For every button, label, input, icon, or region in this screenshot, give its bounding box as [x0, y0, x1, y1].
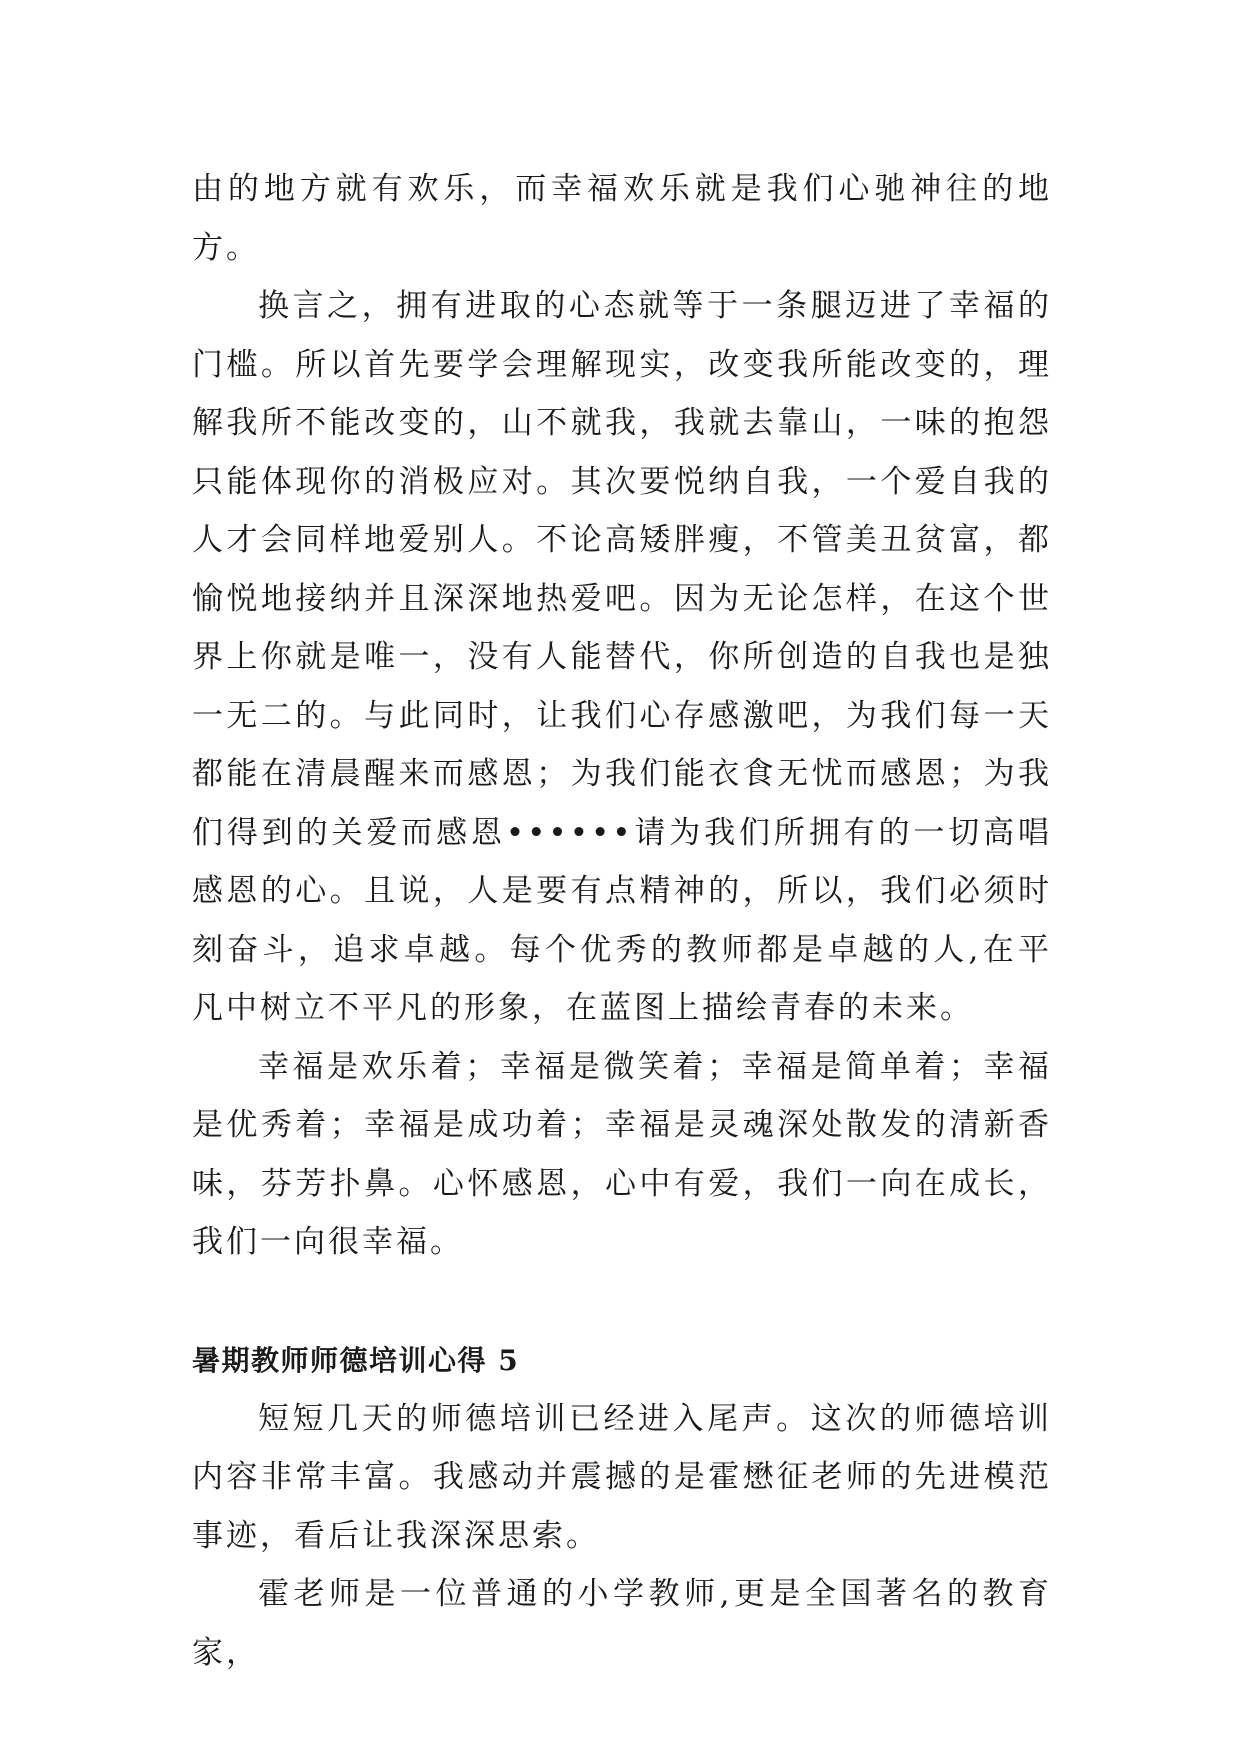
document-body — [192, 160, 1052, 1682]
paragraph-5: 霍老师是一位普通的小学教师,更是全国著名的教育家， — [192, 1576, 1052, 1671]
paragraph-2: 换言之，拥有进取的心态就等于一条腿迈进了幸福的门槛。所以首先要学会理解现实，改变我所能改变的，理解我所不能改变的，山不就我，我就去靠山，一味的抱怨只能体现你的消极应对。其次要悦纳自我，一个爱自我的人才会同样地爱别人。不论高矮胖瘦，不管美丑贫富，都愉悦地接纳并且深深地热爱吧。因为无论怎样，在这个世界上你就是唯一，没有人能替代，你所创造的自我也是独一无二的。与此同时，让我们心存感激吧，为我们每一天都能在清晨醒来而感恩；为我们能衣食无忧而感恩；为我们得到的关爱而感恩••••••请为我们所拥有的一切高唱感恩的心。且说，人是要有点精神的，所以，我们必须时刻奋斗，追求卓越。每个优秀的教师都是卓越的人,在平凡中树立不平凡的形象，在蓝图上描绘青春的未来。 — [192, 288, 1052, 1026]
paragraph-4: 短短几天的师德培训已经进入尾声。这次的师德培训内容非常丰富。我感动并震撼的是霍懋征老师的先进模范事迹，看后让我深深思索。 — [192, 1400, 1052, 1554]
paragraph-3: 幸福是欢乐着；幸福是微笑着；幸福是简单着；幸福是优秀着；幸福是成功着；幸福是灵魂深处散发的清新香味，芬芳扑鼻。心怀感恩，心中有爱，我们一向在成长，我们一向很幸福。 — [192, 1048, 1052, 1260]
paragraph-1: 由的地方就有欢乐，而幸福欢乐就是我们心驰神往的地方。 — [192, 171, 1052, 266]
section-heading: 暑期教师师德培训心得 5 — [192, 1343, 520, 1377]
